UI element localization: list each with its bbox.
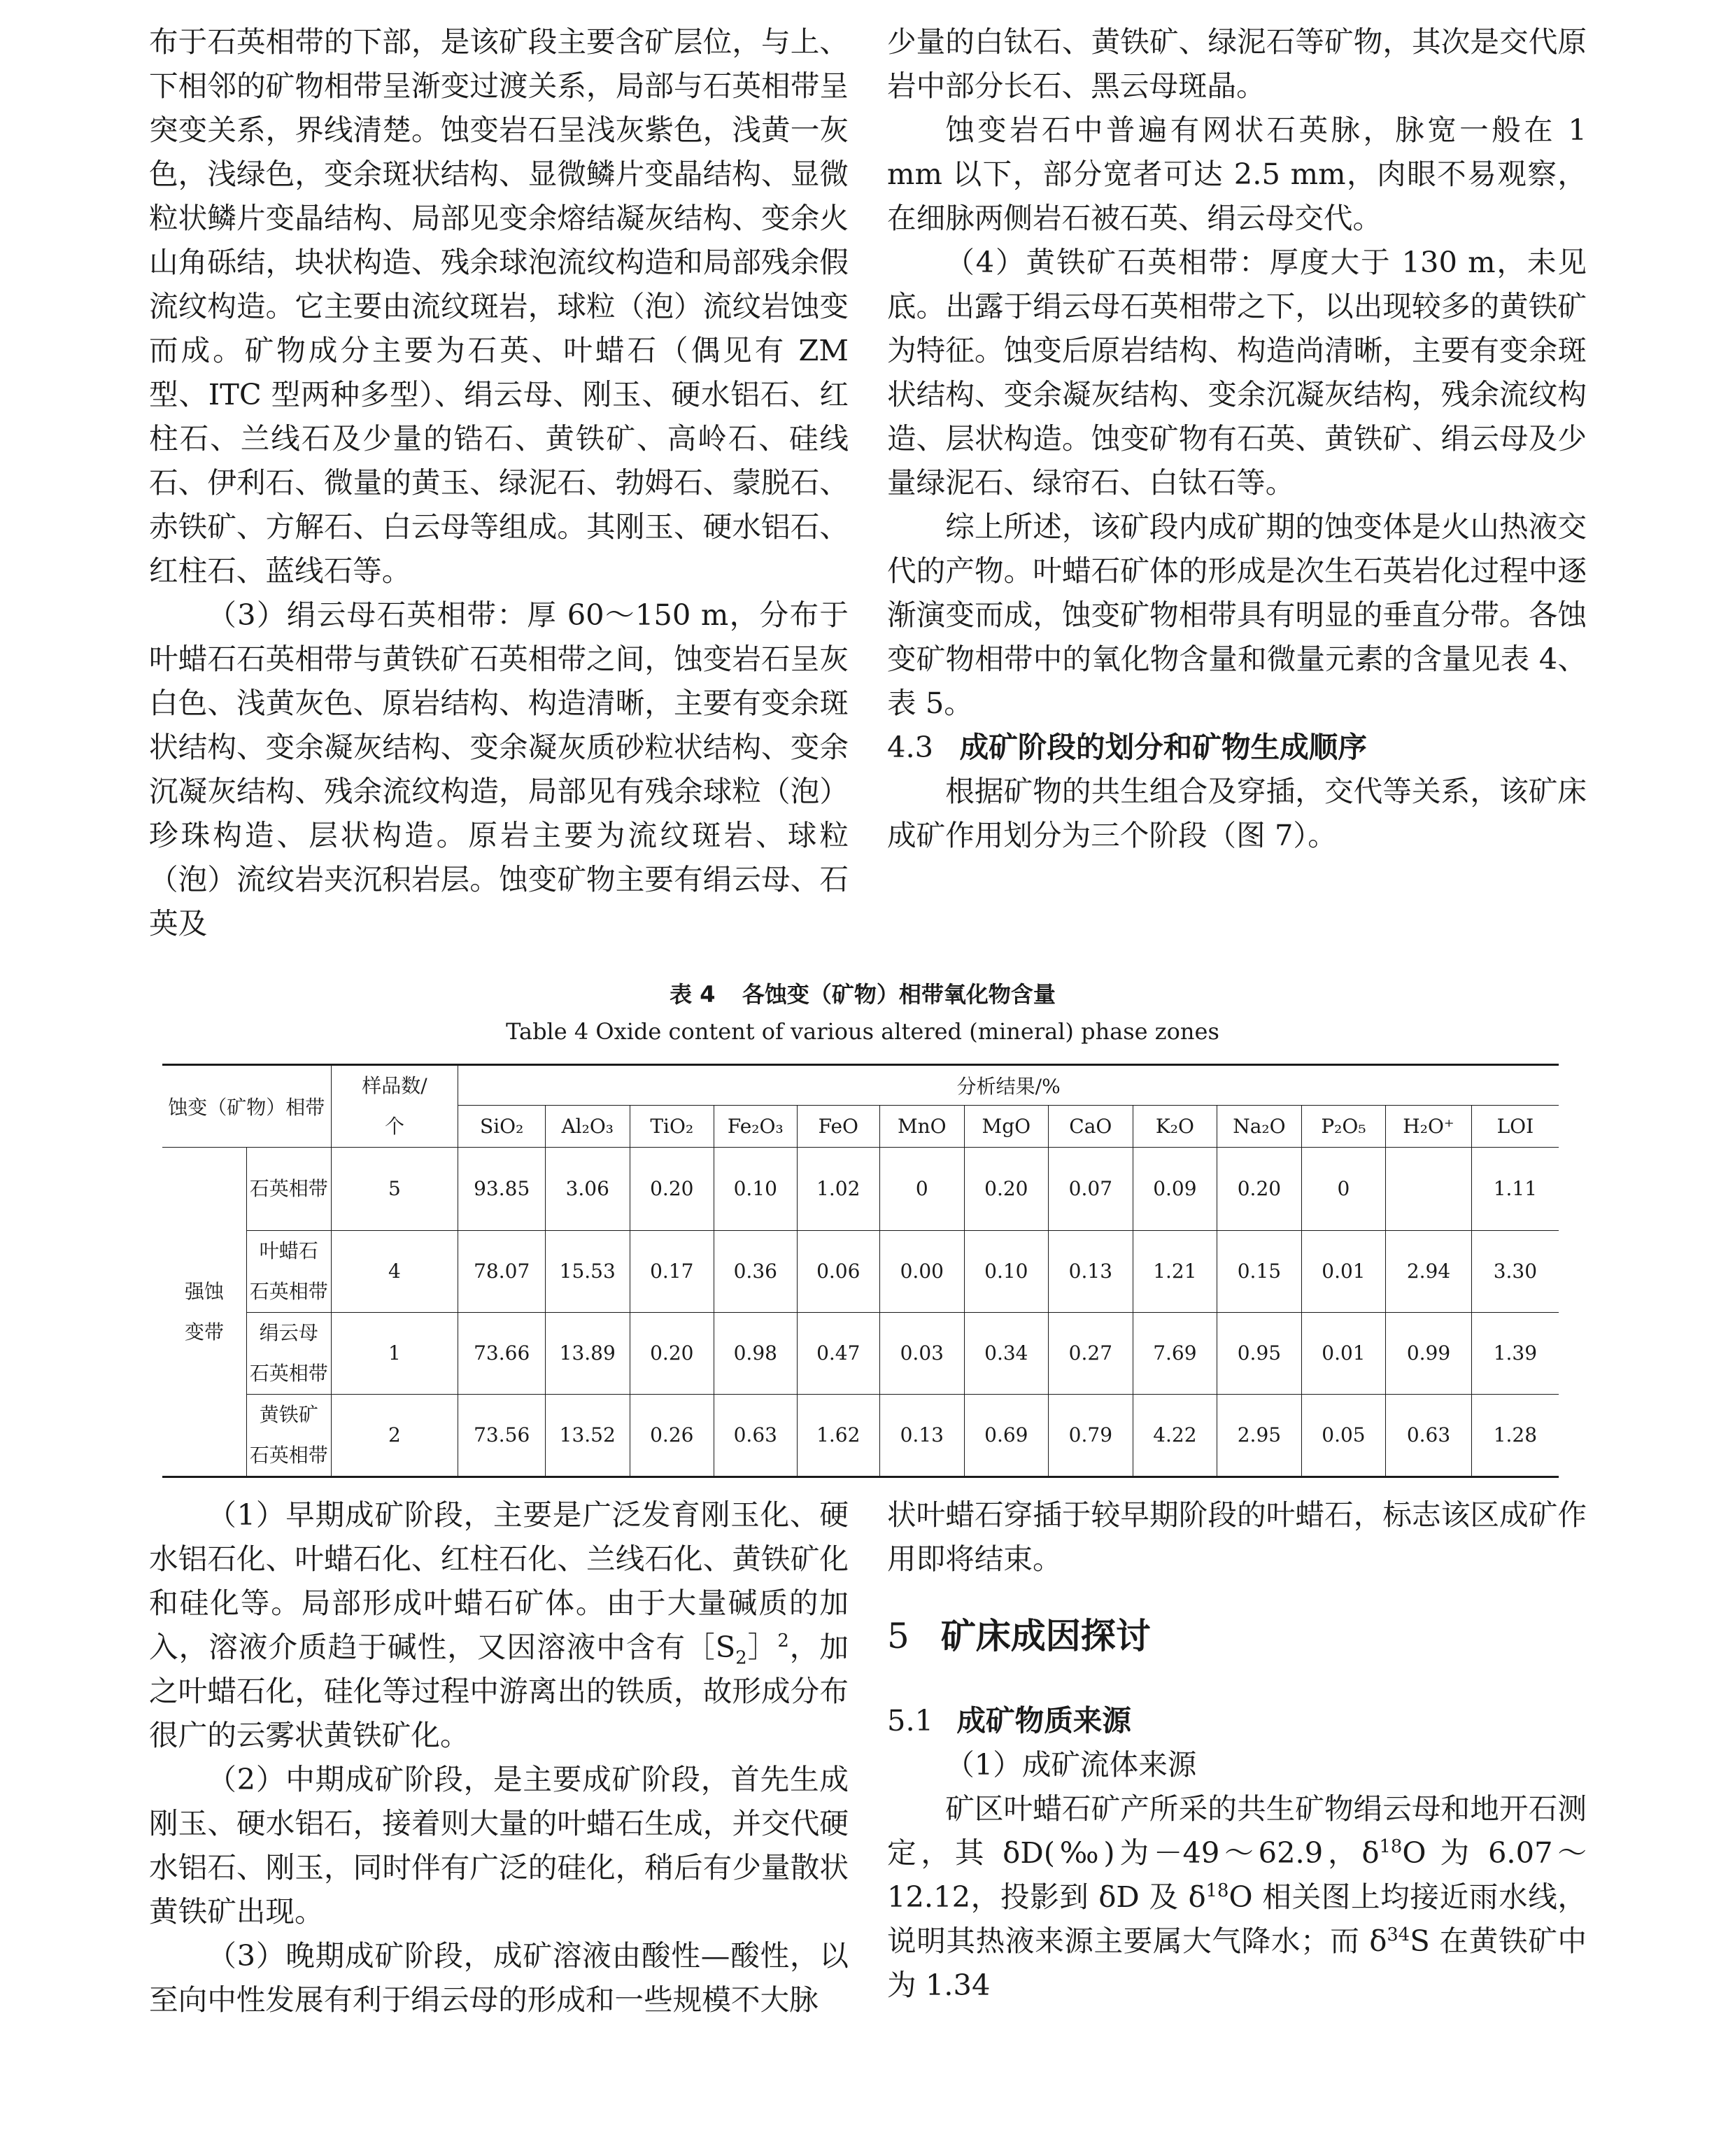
cell-value: 78.07 [458,1231,546,1313]
header-sample-count: 样品数/ 个 [331,1065,458,1148]
zone-name: 叶蜡石 石英相带 [247,1231,332,1313]
cell-value: 4.22 [1133,1395,1217,1477]
oxide-content-table [162,1064,1559,1478]
cell-value: 3.30 [1471,1231,1559,1313]
cell-value: 7.69 [1133,1313,1217,1395]
group-label: 强蚀 变带 [185,1279,225,1344]
cell-value: 0 [1301,1148,1386,1231]
cell-value: 0.01 [1301,1313,1386,1395]
section-heading-5-1 [887,1698,1587,1742]
cell-value: 0 [880,1148,965,1231]
cell-value: 0.00 [880,1231,965,1313]
paragraph-summary: 综上所述，该矿段内成矿期的蚀变体是火山热液交代的产物。叶蜡石矿体的形成是次生石英岩化过程中逐渐演变而成，蚀变矿物相带具有明显的垂直分带。各蚀变矿物相带中的氧化物含量和微量元素的含量见表 4、表 5。 [887,509,1587,720]
column-header: FeO [797,1106,879,1148]
cell-value: 0.20 [1217,1148,1302,1231]
column-header: P₂O₅ [1301,1106,1386,1148]
cell-value: 15.53 [545,1231,630,1313]
section-heading-5 [887,1605,1587,1668]
paragraph-sericite-zone-cont: 少量的白钛石、黄铁矿、绿泥石等矿物，其次是交代原岩中部分长石、黑云母斑晶。 [887,24,1587,103]
top-left-column [149,20,849,945]
cell-value: 73.56 [458,1395,546,1477]
cell-value: 0.95 [1217,1313,1302,1395]
cell-value: 13.89 [545,1313,630,1395]
cell-value: 0.17 [630,1231,714,1313]
paragraph-early-stage: （1）早期成矿阶段，主要是广泛发育刚玉化、硬水铝石化、叶蜡石化、红柱石化、兰线石化、黄铁矿化和硅化等。局部形成叶蜡石矿体。由于大量碱质的加入，溶液介质趋于碱性，又因溶液中含有$[S_2]^2$，加之叶蜡石化，硅化等过程中游离出的铁质，故形成分布很广的云雾状黄铁矿化。 [149,1498,849,1752]
cell-value: 0.27 [1049,1313,1133,1395]
paragraph-middle-stage: （2）中期成矿阶段，是主要成矿阶段，首先生成刚玉、硬水铝石，接着则大量的叶蜡石生成，并交代硬水铝石、刚玉，同时伴有广泛的硅化，稍后有少量散状黄铁矿出现。 [149,1762,849,1929]
top-right-column [887,20,1587,857]
table-row [162,1148,1559,1231]
section-title: 矿床成因探讨 [940,1616,1151,1656]
cell-value: 13.52 [545,1395,630,1477]
cell-value: 0.09 [1133,1148,1217,1231]
table-row [162,1313,1559,1395]
cell-value: 0.36 [714,1231,797,1313]
paragraph-isotopes: 矿区叶蜡石矿产所采的共生矿物绢云母和地开石测定，其 δD(‰)为－49～62.9，$\delta^{18}O$ 为 6.07～12.12，投影到 δD 及 $\delta^{18}O$ 相关图上均接近雨水线，说明其热液来源主要属大气降水；而 $\delta^{34}S$ 在黄铁矿中为 1.34 [887,1791,1587,2002]
section-number: 5 [887,1616,909,1656]
cell-value: 0.03 [880,1313,965,1395]
cell-value: 0.47 [797,1313,879,1395]
paragraph-late-stage-cont: 状叶蜡石穿插于较早期阶段的叶蜡石，标志该区成矿作用即将结束。 [887,1498,1587,1576]
cell-value: 73.66 [458,1313,546,1395]
table-row [162,1231,1559,1313]
column-header: CaO [1049,1106,1133,1148]
cell-value: 1.02 [797,1148,879,1231]
header-analysis-results: 分析结果/% [458,1065,1559,1106]
cell-value: 0.06 [797,1231,879,1313]
section-title: 成矿阶段的划分和矿物生成顺序 [959,730,1367,764]
cell-value: 0.10 [964,1231,1049,1313]
section-number: 5.1 [887,1703,934,1738]
cell-value: 1.11 [1471,1148,1559,1231]
paragraph-pyrite-quartz-zone: （4）黄铁矿石英相带：厚度大于 130 m，未见底。出露于绢云母石英相带之下，以出现较多的黄铁矿为特征。蚀变后原岩结构、构造尚清晰，主要有变余斑状结构、变余凝灰结构、变余沉凝灰结构，残余流纹构造、层状构造。蚀变矿物有石英、黄铁矿、绢云母及少量绿泥石、绿帘石、白钛石等。 [887,245,1587,500]
cell-value: 1.39 [1471,1313,1559,1395]
cell-value: 3.06 [545,1148,630,1231]
cell-value: 0.05 [1301,1395,1386,1477]
cell-value: 0.63 [714,1395,797,1477]
zone-name: 黄铁矿 石英相带 [247,1395,332,1477]
cell-value: 0.20 [630,1313,714,1395]
sample-count: 4 [331,1231,458,1313]
cell-value: 0.07 [1049,1148,1133,1231]
cell-value: 2.95 [1217,1395,1302,1477]
column-header: TiO₂ [630,1106,714,1148]
cell-value: 0.99 [1386,1313,1472,1395]
cell-value: 0.13 [1049,1231,1133,1313]
section-title: 成矿物质来源 [956,1703,1131,1738]
cell-value: 1.21 [1133,1231,1217,1313]
cell-value: 0.69 [964,1395,1049,1477]
column-header: MnO [880,1106,965,1148]
cell-value: 2.94 [1386,1231,1472,1313]
sample-count: 1 [331,1313,458,1395]
table-caption-en: Table 4 Oxide content of various altered (mineral) phase zones [506,1018,1219,1045]
column-header: K₂O [1133,1106,1217,1148]
cell-value: 1.62 [797,1395,879,1477]
column-header: MgO [964,1106,1049,1148]
cell-value: 0.63 [1386,1395,1472,1477]
cell-value: 0.34 [964,1313,1049,1395]
section-number: 4.3 [887,730,934,764]
column-header: SiO₂ [458,1106,546,1148]
bottom-right-column [887,1493,1587,2007]
zone-name: 石英相带 [247,1148,332,1231]
paragraph-late-stage: （3）晚期成矿阶段，成矿溶液由酸性—酸性，以至向中性发展有利于绢云母的形成和一些规模不大脉 [149,1938,849,2017]
column-header: LOI [1471,1106,1559,1148]
sample-count: 2 [331,1395,458,1477]
cell-value: 0.10 [714,1148,797,1231]
cell-value: 1.28 [1471,1395,1559,1477]
header-zone: 蚀变（矿物）相带 [162,1065,331,1148]
cell-value: 0.13 [880,1395,965,1477]
cell-value: 0.15 [1217,1231,1302,1313]
cell-value: 0.20 [630,1148,714,1231]
paragraph-quartz-pyrophyllite-zone-cont: 布于石英相带的下部，是该矿段主要含矿层位，与上、下相邻的矿物相带呈渐变过渡关系，局部与石英相带呈突变关系，界线清楚。蚀变岩石呈浅灰紫色，浅黄一灰色，浅绿色，变余斑状结构、显微鳞片变晶结构、显微粒状鳞片变晶结构、局部见变余熔结凝灰结构、变余火山角砾结，块状构造、残余球泡流纹构造和局部残余假流纹构造。它主要由流纹斑岩，球粒（泡）流纹岩蚀变而成。矿物成分主要为石英、叶蜡石（偶见有 ZM 型、ITC 型两种多型）、绢云母、刚玉、硬水铝石、红柱石、兰线石及少量的锆石、黄铁矿、高岭石、硅线石、伊利石、微量的黄玉、绿泥石、勃姆石、蒙脱石、赤铁矿、方解石、白云母等组成。其刚玉、硬水铝石、红柱石、蓝线石等。 [149,24,849,588]
cell-value [1386,1148,1472,1231]
sample-count: 5 [331,1148,458,1231]
table-caption [149,977,1576,1051]
cell-value: 0.01 [1301,1231,1386,1313]
section-heading-4-3 [887,725,1587,769]
cell-value: 0.20 [964,1148,1049,1231]
table-caption-zh [149,977,1576,1012]
cell-value: 0.98 [714,1313,797,1395]
column-header: H₂O⁺ [1386,1106,1472,1148]
paragraph-quartz-veins: 蚀变岩石中普遍有网状石英脉，脉宽一般在 1 mm 以下，部分宽者可达 2.5 mm，肉眼不易观察，在细脉两侧岩石被石英、绢云母交代。 [887,113,1587,235]
column-header: Al₂O₃ [545,1106,630,1148]
cell-value: 93.85 [458,1148,546,1231]
table-number: 表 4 [670,981,716,1008]
paragraph-fluid-source-title: （1）成矿流体来源 [945,1747,1197,1782]
bottom-left-column [149,1493,849,2022]
table-row [162,1395,1559,1477]
table-title-zh: 各蚀变（矿物）相带氧化物含量 [742,981,1056,1008]
column-header: Na₂O [1217,1106,1302,1148]
cell-value: 0.26 [630,1395,714,1477]
paragraph-sericite-quartz-zone: （3）绢云母石英相带：厚 60～150 m，分布于叶蜡石石英相带与黄铁矿石英相带之间，蚀变岩石呈灰白色、浅黄灰色、原岩结构、构造清晰，主要有变余斑状结构、变余凝灰结构、变余凝灰质砂粒状结构、变余沉凝灰结构、残余流纹构造，局部见有残余球粒（泡）珍珠构造、层状构造。原岩主要为流纹斑岩、球粒（泡）流纹岩夹沉积岩层。蚀变矿物主要有绢云母、石英及 [149,598,849,940]
paragraph-stages-intro: 根据矿物的共生组合及穿插，交代等关系，该矿床成矿作用划分为三个阶段（图 7）。 [887,774,1587,852]
column-header: Fe₂O₃ [714,1106,797,1148]
zone-name: 绢云母 石英相带 [247,1313,332,1395]
cell-value: 0.79 [1049,1395,1133,1477]
table-body [162,1148,1559,1477]
